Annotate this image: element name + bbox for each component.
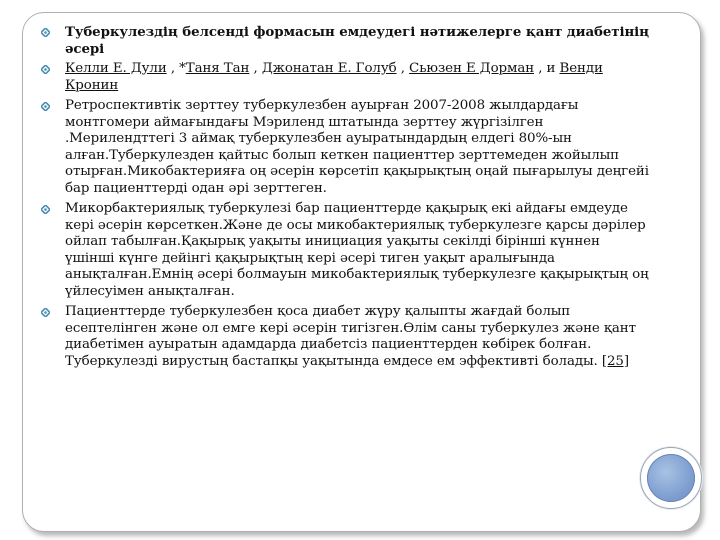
bullet-icon [41,308,50,317]
decorative-circle [640,447,702,509]
list-item-sputum [41,201,653,300]
author-link[interactable]: Сьюзен Е Дорман [409,61,535,76]
bullet-icon [41,28,50,37]
sputum-text: Микорбактериялық туберкулезі бар пациенттерде қақырық екі айдағы емдеуде кері әсерін көрсеткен.Және де осы микобактериялық туберкулезге қарсы дәрілер ойлап табылған.Қақырық уақыты инициация уақыты секілді бірінші күннен үшінші күнге дейінгі қақырықтың кері әсері тиген уақыт аралығында анықталған.Емнің әсері болмауын микобактериялық туберкулезге қақырықтың оң үйлесуімен анықталған. [65,201,649,299]
author-and: , и [534,61,560,76]
author-star: * [179,61,186,76]
bullet-icon [41,65,50,74]
conclusion-text: Пациенттерде туберкулезбен қоса диабет жүру қалыпты жағдай болып есептелінген және ол емге кері әсерін тигізген.Өлім саны туберкулез және қант диабетімен ауыратын адамдарда диабетсіз пациенттерден көбірек болған. Туберкулезді вирустың бастапқы уақытында емдесе ем эффективті болады. [65,304,636,369]
reference-link[interactable]: [25] [601,353,629,369]
bullet-list [41,24,653,374]
list-item-authors [41,61,653,94]
title-text: Туберкулездің белсенді формасын емдеудегі нәтижелерге қант диабетінің әсері [65,24,649,57]
study-text: Ретроспективтік зерттеу туберкулезбен ауырған 2007-2008 жылдардағы монтгомери аймағындағы Мэриленд штатында зерттеу жүргізілген .Мерилендттегі 3 аймақ туберкулезбен ауыратындардың елдегі 80%-ын алған.Туберкулезден қайтыс болып кеткен пациенттер зерттемеден жойылып отырған.Микобактерияға оң әсерін көрсетіп қақырықтың оңай пығарылуы деңгейі бар пациенттерді одан әрі зерттеген. [65,98,649,196]
decorative-circle-inner [647,454,695,502]
list-item-study [41,98,653,197]
bullet-icon [41,102,50,111]
author-separator: , [166,61,180,76]
bullet-icon [41,205,50,214]
author-link[interactable]: Келли Е. Дули [65,61,167,76]
author-link[interactable]: Венди Кронин [65,61,603,93]
author-link[interactable]: Джонатан Е. Голуб [261,61,397,76]
author-separator: , [396,61,410,76]
list-item-title [41,24,653,57]
list-item-conclusion [41,304,653,370]
author-separator: , [249,61,262,76]
author-link[interactable]: Таня Тан [185,61,250,76]
